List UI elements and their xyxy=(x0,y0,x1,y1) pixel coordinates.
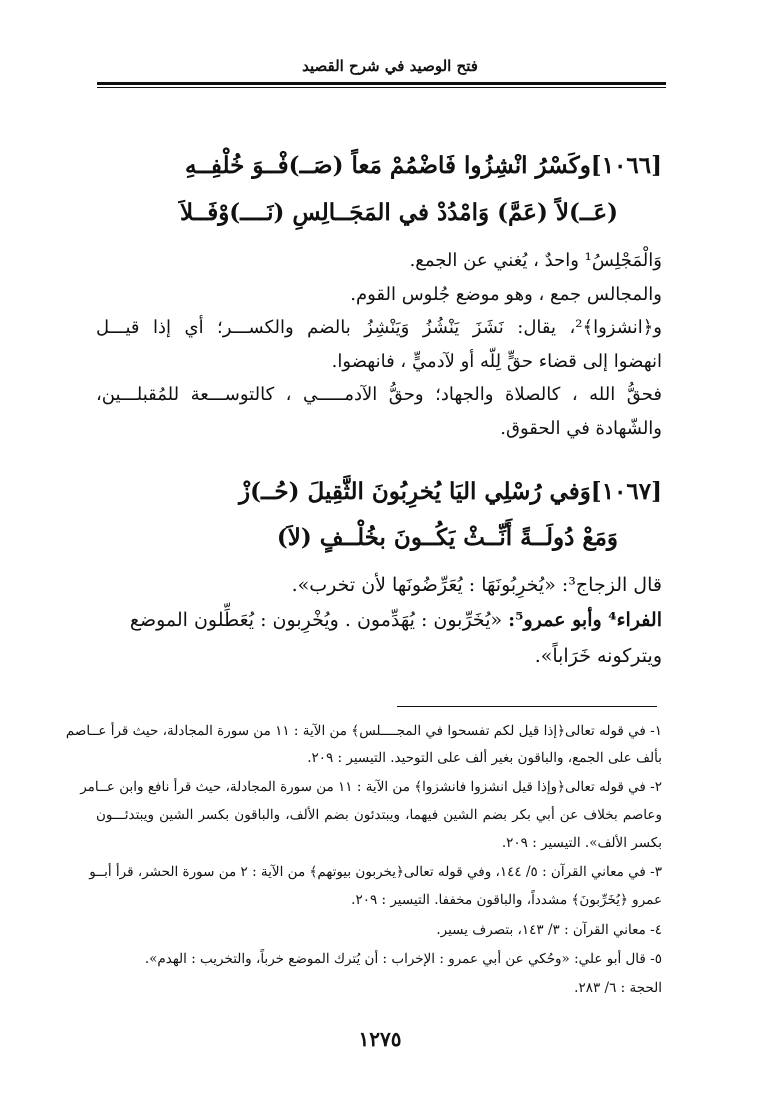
commentary-1067-line-3: ويتركونه خَرَاباً». xyxy=(534,645,662,667)
verse-1067-line-1: [١٠٦٧]وَفي رُسْلِي اليَا يُخرِبُونَ الثَّقِيلَ (حُــ)زْ xyxy=(238,478,662,505)
header-rule-thin xyxy=(97,87,666,88)
footnote-5-line-2: الحجة : ٦/ ٢٨٣. xyxy=(574,980,662,996)
footnote-2-line-1: ٢- في قوله تعالى﴿وإذا قيل انشزوا فانشزوا﴾ من الآية : ١١ من سورة المجادلة، حيث قرأ نافع وابن عــامر xyxy=(80,779,662,795)
commentary-1066-line-6: والشّهادة في الحقوق. xyxy=(500,418,662,439)
footnote-3-line-1: ٣- في معاني القرآن : ٥/ ١٤٤، وفي قوله تعالى﴿يخربون بيوتهم﴾ من الآية : ٢ من سورة الحشر، قرأ أبــو xyxy=(89,864,662,880)
footnote-separator xyxy=(397,706,657,707)
header-rule-thick xyxy=(97,82,666,85)
verse-1066-line-1: [١٠٦٦]وكَسْرُ انْشِزُوا فَاضْمُمْ مَعاً (صَــ)فْــوَ خُلْفِــهِ xyxy=(185,152,662,179)
footnote-3-line-2: عمرو ﴿يُخَرِّبونَ﴾ مشدداً، والباقون مخففا. التيسير : ٢٠٩. xyxy=(351,892,662,908)
commentary-1067-line-1: قال الزجاج³: «يُخرِبُونَهَا : يُعَرِّضُونَها لأن تخرب». xyxy=(291,574,662,596)
commentary-1066-line-4: انهضوا إلى قضاء حقٍّ لِلّه أو لآدميٍّ ، فانهضوا. xyxy=(331,351,662,372)
commentary-1067-attribution: الفراء⁴ وأبو عمرو⁵: xyxy=(508,609,662,631)
footnote-5-line-1: ٥- قال أبو علي: «وحُكي عن أبي عمرو : الإخراب : أن يُترك الموضع خرباً، والتخريب : الهدم». xyxy=(144,951,662,967)
footnote-1-line-1: ١- في قوله تعالى﴿إذا قيل لكم تفسحوا في المجــــلس﴾ من الآية : ١١ من سورة المجادلة، حيث قرأ عــاصم xyxy=(65,723,662,739)
commentary-1066-line-1: وَالْمَجْلِسُ¹ واحدٌ ، يُغني عن الجمع. xyxy=(409,250,662,271)
commentary-1066-line-5: فحقُّ الله ، كالصلاة والجهاد؛ وحقُّ الآدمـــــي ، كالتوســـعة للمُقبلـــين، xyxy=(96,384,662,405)
commentary-1066-line-2: والمجالس جمع ، وهو موضع جُلوس القوم. xyxy=(350,284,662,305)
footnote-1-line-2: بألف على الجمع، والباقون بغير ألف على التوحيد. التيسير : ٢٠٩. xyxy=(307,750,662,766)
commentary-1066-line-3: و﴿انشزوا﴾²، يقال: نَشَزَ يَنْشُزُ وَيَنْشِزُ بالضم والكســـر؛ أي إذا قيـــل xyxy=(96,317,662,338)
footnote-2-line-2: وعاصم بخلاف عن أبي بكر بضم الشين فيهما، ويبتدئون بضم الألف، والباقون بكسر الشين ويبتدئـــون xyxy=(96,807,662,823)
running-header-title: فتح الوصيد في شرح القصيد xyxy=(302,57,478,75)
footnote-4: ٤- معاني القرآن : ٣/ ١٤٣، بتصرف يسير. xyxy=(436,922,662,938)
commentary-1067-quote: «يُخَرِّبون : يُهَدِّمون . ويُخْرِبون : يُعَطِّلون الموضع xyxy=(129,609,509,631)
commentary-1067-line-2 xyxy=(96,609,662,631)
page-number: ١٢٧٥ xyxy=(358,1027,402,1051)
verse-1066-line-2: (عَــ)لاً (عَمَّ) وَامْدُدْ في المَجَــالِسِ (نَــــ)وْفَــلاَ xyxy=(180,199,618,226)
footnote-2-line-3: بكسر الألف». التيسير : ٢٠٩. xyxy=(501,835,662,851)
verse-1067-line-2: وَمَعْ دُولَــةً أَنِّــثْ يَكُــونَ بخُلْــفٍ (لاَ) xyxy=(276,524,618,551)
